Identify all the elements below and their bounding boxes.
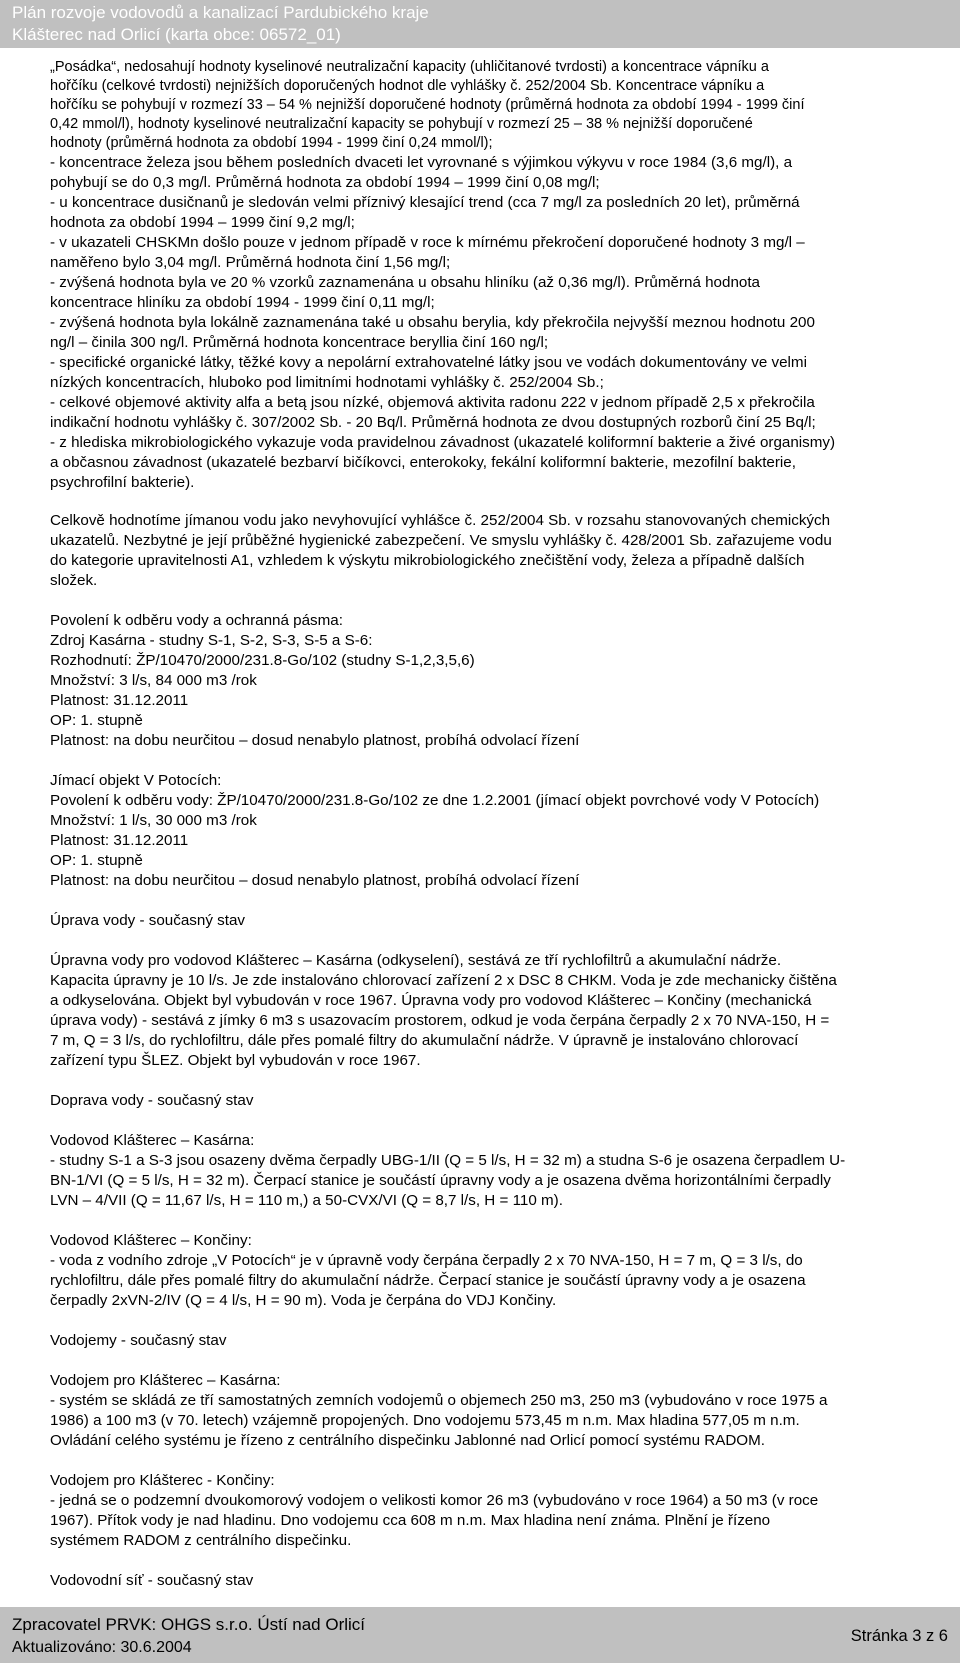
footer-updated: Aktualizováno: 30.6.2004 xyxy=(12,1639,192,1656)
paragraph xyxy=(50,511,924,591)
paragraph xyxy=(50,611,924,751)
text-line: Vodovod Klášterec – Kasárna: xyxy=(50,1132,255,1149)
paragraph xyxy=(50,1571,924,1591)
text-line: Povolení k odběru vody: ŽP/10470/2000/231.8-Go/102 ze dne 1.2.2001 (jímací objekt povrchové vody V Potocích) xyxy=(50,792,820,809)
text-line: ukazatelů. Nezbytné je její průběžné hygienické zabezpečení. Ve smyslu vyhlášky č. 428/2001 Sb. zařazujeme vodu xyxy=(50,532,832,549)
text-line: 1986) a 100 m3 (v 70. letech) vzájemně propojených. Dno vodojemu 573,45 m n.m. Max hladina 577,05 m n.m. xyxy=(50,1412,800,1429)
text-line: Vodojem pro Klášterec - Končiny: xyxy=(50,1472,275,1489)
paragraph xyxy=(50,58,924,153)
paragraph xyxy=(50,771,924,891)
text-line: Platnost: 31.12.2011 xyxy=(50,832,189,849)
text-line: - studny S-1 a S-3 jsou osazeny dvěma čerpadly UBG-1/II (Q = 5 l/s, H = 32 m) a studna S-6 je osazena čerpadlem U- xyxy=(50,1152,846,1169)
text-line: Vodojem pro Klášterec – Kasárna: xyxy=(50,1372,281,1389)
document-body xyxy=(50,58,924,1591)
text-line: - koncentrace železa jsou během posledních dvaceti let vyrovnané s výjimkou výkyvu v roce 1984 (3,6 mg/l), a xyxy=(50,154,793,171)
text-line: Povolení k odběru vody a ochranná pásma: xyxy=(50,612,343,629)
text-line: - systém se skládá ze tří samostatných zemních vodojemů o objemech 250 m3, 250 m3 (vybudováno v roce 1975 a xyxy=(50,1392,828,1409)
footer-processor: Zpracovatel PRVK: OHGS s.r.o. Ústí nad Orlicí xyxy=(12,1615,366,1634)
text-line: Množství: 1 l/s, 30 000 m3 /rok xyxy=(50,812,257,829)
text-line: rychlofiltru, dále přes pomalé filtry do akumulační nádrže. Čerpací stanice je součástí úpravny vody a je osazena xyxy=(50,1272,806,1289)
text-line: „Posádka“, nedosahují hodnoty kyselinové neutralizační kapacity (uhličitanové tvrdosti) a koncentrace vápníku a xyxy=(50,59,769,75)
text-line: - celkové objemové aktivity alfa a betą jsou nízké, objemová aktivita radonu 222 v jednom případě 2,5 x překročila xyxy=(50,394,815,411)
text-line: systémem RADOM z centrálního dispečinku. xyxy=(50,1532,352,1549)
text-line: 0,42 mmol/l), hodnoty kyselinové neutralizační kapacity se pohybují v rozmezí 25 – 38 % nejnižší doporučené xyxy=(50,116,753,132)
paragraph xyxy=(50,1471,924,1551)
paragraph xyxy=(50,911,924,931)
text-line: úprava vody) - sestává z jímky 6 m3 s usazovacím prostorem, odkud je voda čerpána čerpadly 2 x 70 NVA-150, H = xyxy=(50,1012,830,1029)
text-line: Kapacita úpravny je 10 l/s. Je zde instalováno chlorovací zařízení 2 x DSC 8 CHKM. Voda je zde mechanicky čištěna xyxy=(50,972,837,989)
text-line: Množství: 3 l/s, 84 000 m3 /rok xyxy=(50,672,257,689)
text-line: Platnost: 31.12.2011 xyxy=(50,692,189,709)
paragraph xyxy=(50,153,924,493)
text-line: - jedná se o podzemní dvoukomorový vodojem o velikosti komor 26 m3 (vybudováno v roce 1964) a 50 m3 (v roce xyxy=(50,1492,819,1509)
text-line: - zvýšená hodnota byla lokálně zaznamenána také u obsahu berylia, kdy překročila nejvyšší meznou hodnotu 200 xyxy=(50,314,815,331)
text-line: 7 m, Q = 3 l/s, do rychlofiltru, dále přes pomalé filtry do akumulační nádrže. V úpravně je instalováno chlorovací xyxy=(50,1032,799,1049)
paragraph xyxy=(50,1371,924,1451)
text-line: Vodovodní síť - současný stav xyxy=(50,1572,254,1589)
text-line: Rozhodnutí: ŽP/10470/2000/231.8-Go/102 (studny S-1,2,3,5,6) xyxy=(50,652,475,669)
text-line: psychrofilní bakterie). xyxy=(50,474,195,491)
paragraph xyxy=(50,1091,924,1111)
text-line: - z hlediska mikrobiologického vykazuje voda pravidelnou závadnost (ukazatelé koliformní bakterie a živé organismy) xyxy=(50,434,836,451)
paragraph xyxy=(50,1231,924,1311)
text-line: 1967). Přítok vody je nad hladinu. Dno vodojemu cca 608 m n.m. Max hladina není známa. Plnění je řízeno xyxy=(50,1512,771,1529)
text-line: - v ukazateli CHSKMn došlo pouze v jednom případě v roce k mírnému překročení doporučené hodnoty 3 mg/l – xyxy=(50,234,805,251)
text-line: čerpadly 2xVN-2/IV (Q = 4 l/s, H = 90 m). Voda je čerpána do VDJ Končiny. xyxy=(50,1292,557,1309)
text-line: OP: 1. stupně xyxy=(50,712,143,729)
text-line: do kategorie upravitelnosti A1, vzhledem k výskytu mikrobiologického znečištění vody, železa a případně dalších xyxy=(50,552,805,569)
text-line: zařízení typu ŠLEZ. Objekt byl vybudován v roce 1967. xyxy=(50,1052,421,1069)
text-line: koncentrace hliníku za období 1994 - 1999 činí 0,11 mg/l; xyxy=(50,294,435,311)
page-header xyxy=(0,0,960,48)
document-title: Plán rozvoje vodovodů a kanalizací Pardubického kraje xyxy=(12,3,429,22)
text-line: OP: 1. stupně xyxy=(50,852,143,869)
page-number: Stránka 3 z 6 xyxy=(850,1627,948,1645)
text-line: Jímací objekt V Potocích: xyxy=(50,772,222,789)
text-line: Úpravna vody pro vodovod Klášterec – Kasárna (odkyselení), sestává ze tří rychlofiltrů a akumulační nádrže. xyxy=(50,952,782,969)
text-line: složek. xyxy=(50,572,98,589)
document-subtitle: Klášterec nad Orlicí (karta obce: 06572_01) xyxy=(12,25,341,44)
text-line: - specifické organické látky, těžké kovy a nepolární extrahovatelné látky jsou ve vodách dokumentovány ve velmi xyxy=(50,354,807,371)
paragraph xyxy=(50,1131,924,1211)
text-line: naměřeno bylo 3,04 mg/l. Průměrná hodnota činí 1,56 mg/l; xyxy=(50,254,451,271)
paragraph xyxy=(50,1331,924,1351)
text-line: ng/l – činila 300 ng/l. Průměrná hodnota koncentrace beryllia činí 160 ng/l; xyxy=(50,334,549,351)
page-footer xyxy=(0,1607,960,1663)
text-line: Ovládání celého systému je řízeno z centrálního dispečinku Jablonné nad Orlicí pomocí systému RADOM. xyxy=(50,1432,765,1449)
text-line: a odkyselována. Objekt byl vybudován v roce 1967. Úpravna vody pro vodovod Klášterec – Končiny (mechanická xyxy=(50,992,812,1009)
text-line: hořčíku se pohybují v rozmezí 33 – 54 % nejnižší doporučené hodnoty (průměrná hodnota za období 1994 - 1999 činí xyxy=(50,97,805,113)
text-line: Zdroj Kasárna - studny S-1, S-2, S-3, S-5 a S-6: xyxy=(50,632,373,649)
text-line: pohybují se do 0,3 mg/l. Průměrná hodnota za období 1994 – 1999 činí 0,08 mg/l; xyxy=(50,174,600,191)
paragraph xyxy=(50,951,924,1071)
text-line: - u koncentrace dusičnanů je sledován velmi příznivý klesající trend (cca 7 mg/l za posledních 20 let), průměrná xyxy=(50,194,800,211)
text-line: Vodojemy - současný stav xyxy=(50,1332,227,1349)
text-line: hořčíku (celkové tvrdosti) nejnižších doporučených hodnot dle vyhlášky č. 252/2004 Sb. Koncentrace vápníku a xyxy=(50,78,765,94)
text-line: hodnota za období 1994 – 1999 činí 9,2 mg/l; xyxy=(50,214,355,231)
text-line: Vodovod Klášterec – Končiny: xyxy=(50,1232,252,1249)
text-line: Platnost: na dobu neurčitou – dosud nenabylo platnost, probíhá odvolací řízení xyxy=(50,732,580,749)
text-line: Úprava vody - současný stav xyxy=(50,912,245,929)
text-line: a občasnou závadnost (ukazatelé bezbarví bičíkovci, enterokoky, fekální koliformní bakterie, mezofilní bakterie, xyxy=(50,454,796,471)
text-line: nízkých koncentracích, hluboko pod limitními hodnotami vyhlášky č. 252/2004 Sb.; xyxy=(50,374,604,391)
text-line: - voda z vodního zdroje „V Potocích“ je v úpravně vody čerpána čerpadly 2 x 70 NVA-150, H = 7 m, Q = 3 l/s, do xyxy=(50,1252,803,1269)
text-line: indikační hodnotu vyhlášky č. 307/2002 Sb. - 20 Bq/l. Průměrná hodnota ze dvou dostupných rozborů činí 25 Bq/l; xyxy=(50,414,816,431)
text-line: BN-1/VI (Q = 5 l/s, H = 32 m). Čerpací stanice je součástí úpravny vody a je osazena dvěma horizontálními čerpadly xyxy=(50,1172,831,1189)
text-line: hodnoty (průměrná hodnota za období 1994 - 1999 činí 0,24 mmol/l); xyxy=(50,135,493,151)
text-line: LVN – 4/VII (Q = 11,67 l/s, H = 110 m,) a 50-CVX/VI (Q = 8,7 l/s, H = 110 m). xyxy=(50,1192,563,1209)
text-line: - zvýšená hodnota byla ve 20 % vzorků zaznamenána u obsahu hliníku (až 0,36 mg/l). Průměrná hodnota xyxy=(50,274,761,291)
text-line: Doprava vody - současný stav xyxy=(50,1092,254,1109)
text-line: Platnost: na dobu neurčitou – dosud nenabylo platnost, probíhá odvolací řízení xyxy=(50,872,580,889)
text-line: Celkově hodnotíme jímanou vodu jako nevyhovující vyhlášce č. 252/2004 Sb. v rozsahu stanovovaných chemických xyxy=(50,512,831,529)
